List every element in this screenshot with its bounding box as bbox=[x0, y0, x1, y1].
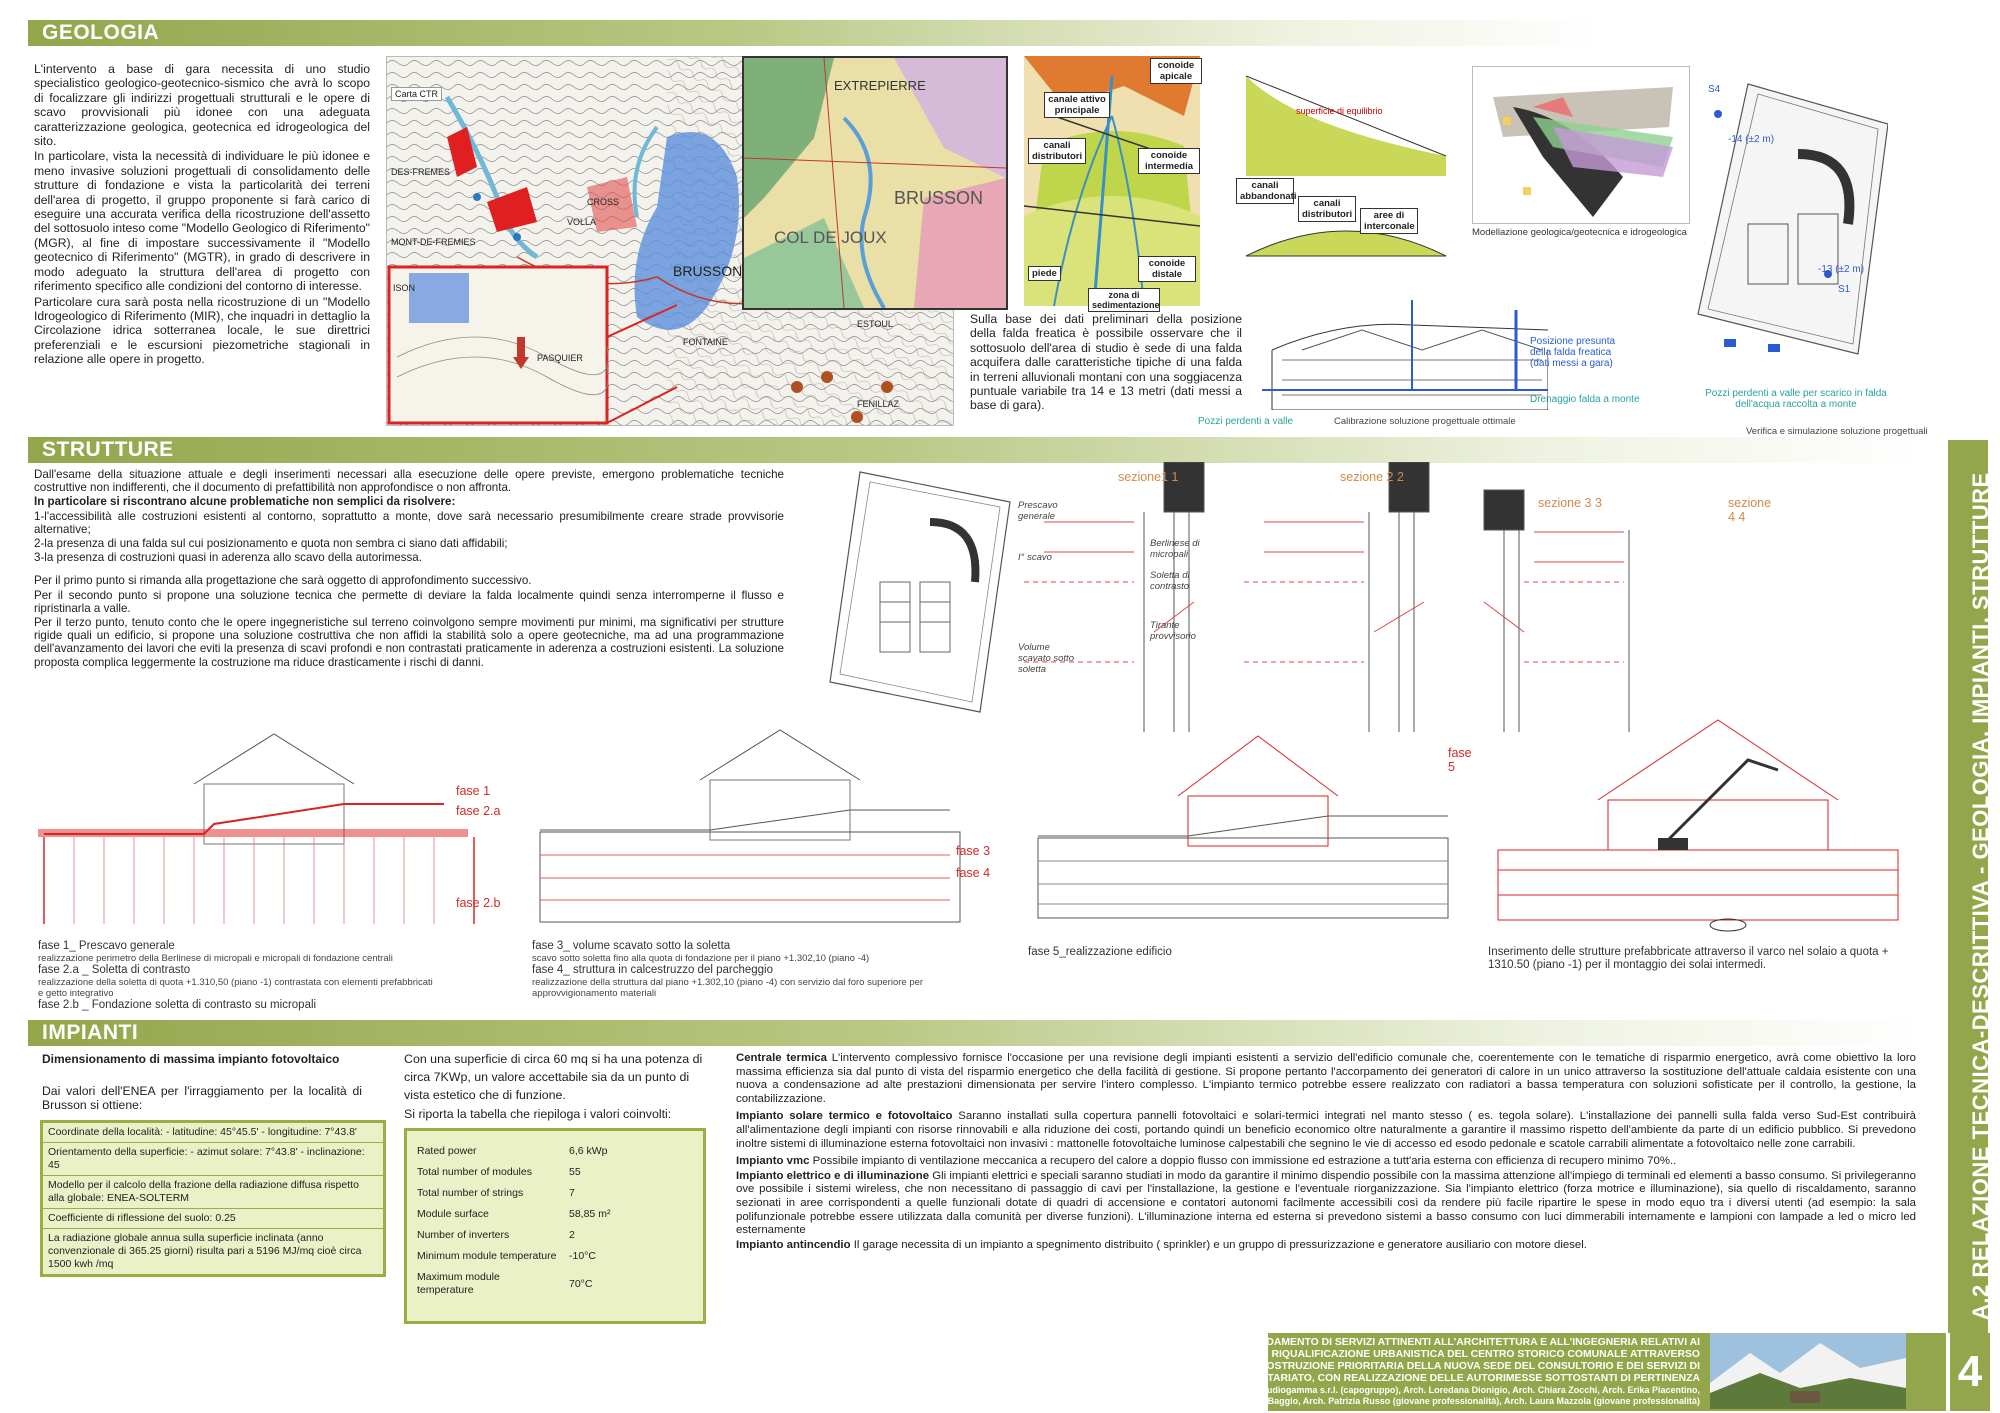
strutture-item-1: 1-l'accessibilità alle costruzioni esistenti al contorno, soprattutto a monte, dove sarà necessario presumibilmente creare strade provvisorie alternative; bbox=[34, 509, 784, 536]
pv-val: 70°C bbox=[569, 1277, 593, 1290]
footer-text bbox=[1100, 1337, 1700, 1407]
pv-key: Total number of modules bbox=[417, 1166, 532, 1178]
phase-tag-2a: fase 2.a bbox=[456, 804, 501, 818]
phase-tag-4: fase 4 bbox=[956, 866, 991, 880]
calibration-section-diagram bbox=[1262, 290, 1548, 410]
solar-paragraph bbox=[736, 1110, 1916, 1151]
caption-model: Modellazione geologica/geotecnica e idrogeologica bbox=[1472, 227, 1687, 238]
map-label-estoul: ESTOUL bbox=[857, 319, 893, 329]
strutture-text bbox=[34, 468, 784, 670]
map-label-cross: CROSS bbox=[587, 197, 620, 207]
geologia-paragraph-3: Particolare cura sarà posta nella ricostruzione di un "Modello Idrogeologico di Riferimento (MIR), che inquadri in dettaglio la Circolazione idrica sotterranea locale, le sue direttrici preferenziali e le escursioni piezometriche stagionali in relazione alle opere in progetto. bbox=[34, 294, 370, 367]
fan-label-piede: piede bbox=[1028, 266, 1061, 281]
alluvial-fan-diagram bbox=[1024, 56, 1200, 310]
footer-line-4: VOLONTARIATO, CON REALIZZAZIONE DELLE AUTORIMESSE SOTTOSTANTI DI PERTINENZA bbox=[1230, 1373, 1700, 1384]
map-label-volla: VOLLA bbox=[567, 217, 597, 227]
pv-key: Total number of strings bbox=[417, 1187, 524, 1199]
caption-drenaggio: Drenaggio falda a monte bbox=[1530, 394, 1640, 405]
section-note-tirante: Tirante provvisorio bbox=[1150, 620, 1196, 642]
map-label-des-fremes: DES-FREMES bbox=[391, 167, 451, 177]
pv-val: 58,85 m² bbox=[569, 1208, 611, 1220]
falda-text: Sulla base dei dati preliminari della posizione della falda freatica è possibile osservare che il sottosuolo dell'area di studio è sede di una falda acquifera dalle caratteristiche tipiche di una falda in terreni alluvionali montani con una soggiacenza puntuale variabile tra 14 e 13 metri (dati messi a base di gara). bbox=[970, 312, 1242, 413]
section-diagrams bbox=[1014, 462, 1772, 732]
geological-model-image bbox=[1472, 66, 1690, 224]
vmc-label: Impianto vmc bbox=[736, 1155, 810, 1168]
pv-table-intro: Si riporta la tabella che riepiloga i valori coinvolti: bbox=[404, 1107, 672, 1121]
well-site-plan bbox=[1688, 74, 1888, 364]
geological-map-image bbox=[742, 56, 1008, 310]
pv-row bbox=[411, 1141, 616, 1162]
footer-line-5: A.T.P.: Studiogamma s.r.l. (capogruppo), Arch. Loredana Dionigio, Arch. Chiara Zocchi, Arch. Erika Piacentino, bbox=[1229, 1385, 1700, 1395]
el-text: Gli impianti elettrici e speciali saranno studiati in modo da garantire il minimo dispendio possibile con la massima attenzione all'impiego di terminali ed elementi a basso consumo. Si privilegeranno ove possibile i sistemi wireless, che non necessitano di passaggio di cavi per l'installazione, la gestione e l'eventuale riorganizzazione. Sia l'impianto elettrico (forza motrice e illuminazione), sia quello di riscaldamento, saranno sezionati in aree corrispondenti a quelle funzionali dotate di quadri di accensione e contatori autonomi facilmente accessibili così da rendere più facile ripartire le spese in modo equo tra i diversi utenti (ad esempio: la sala polifunzionale potrebbe essere utilizzata dalla comunità per diverse funzioni). L'illuminazione interna ed esterna si prevedono sistemi a basso consumo con luci dimmerabili internamente e lampioni con lampade a led o micro led esternamente bbox=[736, 1169, 1916, 1237]
phase-tag-5: fase 5 bbox=[1448, 746, 1472, 774]
section-note-berlinese: Berlinese di micropali bbox=[1150, 538, 1200, 560]
well-label-13: -13 (±2 m) bbox=[1818, 264, 1865, 275]
strutture-intro: Dall'esame della situazione attuale e degli inserimenti necessari alla esecuzione delle opere previste, emergono problematiche tecniche costruttive non indifferenti, che il documento di prefattibilità non approfondisce o non affronta. bbox=[34, 468, 784, 495]
fase4-title: fase 4_ struttura in calcestruzzo del parcheggio bbox=[532, 964, 773, 976]
strutture-p4: Per il primo punto si rimanda alla progettazione che sarà oggetto di approfondimento successivo. bbox=[34, 574, 532, 588]
phase-caption-5: fase 5_realizzazione edificio bbox=[1028, 946, 1172, 958]
phase-diagram-5 bbox=[1028, 716, 1472, 926]
page-number: 4 bbox=[1957, 1347, 1983, 1396]
fan-label-distributori-2: canali distributori bbox=[1298, 196, 1356, 222]
enea-row-5: La radiazione globale annua sulla superficie inclinata (anno convenzionale di 365.25 giorni) risulta pari a 5196 MJ/mq cioè circa 1500 kwh /mq bbox=[48, 1232, 362, 1270]
section-note-soletta: Soletta di contrasto bbox=[1150, 570, 1190, 592]
crane-diagram bbox=[1488, 700, 1908, 940]
pv-val: -10°C bbox=[569, 1250, 596, 1262]
fan-label-equilibrio: superficie di equilibrio bbox=[1296, 106, 1383, 116]
map-label-ison: ISON bbox=[393, 283, 416, 293]
section-label-4: sezione 4 4 bbox=[1728, 496, 1772, 524]
footer-line-2: LAVORI DI RIQUALIFICAZIONE URBANISTICA DEL CENTRO STORICO COMUNALE ATTRAVERSO bbox=[1216, 1349, 1700, 1360]
fase2a-title: fase 2.a _ Soletta di contrasto bbox=[38, 964, 191, 976]
map-label-pasquier: PASQUIER bbox=[537, 353, 583, 363]
ct-label: Centrale termica bbox=[736, 1052, 827, 1064]
insert-caption: Inserimento delle strutture prefabbricate attraverso il varco nel solaio a quota + 1310.50 (piano -1) per il montaggio dei solai intermedi. bbox=[1488, 946, 1889, 971]
fan-label-interconale: aree di interconale bbox=[1360, 208, 1418, 234]
pv-key: Module surface bbox=[417, 1208, 489, 1220]
fire-text: Il garage necessita di un impianto a spegnimento distribuito ( sprinkler) e un gruppo di pressurizzazione e generatore ausiliario con motore diesel. bbox=[853, 1238, 1587, 1251]
impianti-text bbox=[736, 1052, 1916, 1253]
fase1-title: fase 1_ Prescavo generale bbox=[38, 940, 175, 952]
fase2b-title: fase 2.b _ Fondazione soletta di contrasto su micropali bbox=[38, 999, 317, 1011]
pv-row bbox=[411, 1162, 616, 1183]
garage-plan-diagram bbox=[820, 462, 1020, 720]
phase-tag-2b: fase 2.b bbox=[456, 896, 501, 910]
map-label-fenillaz: FENILLAZ bbox=[857, 399, 900, 409]
vmc-paragraph bbox=[736, 1155, 1916, 1169]
fase4-sub: realizzazione della struttura dal piano +1.302,10 (piano -4) con servizio dal foro superiore per approvvigionamento materiali bbox=[532, 977, 924, 999]
geologia-paragraph-1: L'intervento a base di gara necessita di uno studio specialistico geologico-geotecnico-sismico che avrà lo scopo di focalizzare gli indirizzi progettuali strutturali e le opere di scavo provvisionali più idonee con una adeguata caratterizzazione geologica, geotecnica ed idrogeologica del sito. bbox=[34, 62, 370, 149]
page-number-box bbox=[1950, 1333, 1990, 1411]
phase-diagram-3-4 bbox=[530, 720, 1010, 930]
fire-label: Impianto antincendio bbox=[736, 1238, 851, 1251]
well-label-s4: S4 bbox=[1708, 84, 1721, 95]
fan-cross-section-diagram bbox=[1236, 56, 1454, 282]
pv-performance-box bbox=[404, 1128, 706, 1324]
section-label-2: sezione 2 2 bbox=[1340, 470, 1404, 484]
section-note-volume: Volume scavato sotto soletta bbox=[1018, 642, 1074, 675]
fan-label-abbandonati: canali abbandonati bbox=[1236, 178, 1294, 204]
caption-verifica: Verifica e simulazione soluzione progettuali bbox=[1746, 426, 1928, 437]
enea-row-4: Coefficiente di riflessione del suolo: 0.25 bbox=[43, 1209, 383, 1229]
geologia-text bbox=[34, 62, 370, 368]
section-header-impianti: IMPIANTI bbox=[28, 1020, 1922, 1046]
geologia-paragraph-2: In particolare, vista la necessità di individuare le più idonee e meno invasive soluzioni progettuali di consolidamento delle strutture di fondazione e vista la particolarità dei terreni dell'area di progetto, il gruppo proponente si farà carico di eseguire una accurata verifica della ricostruzione dell'assetto del sottosuolo inteso come "Modello Geologico di Riferimento" (MGR), al fine di impostare successivamente il "Modello geotecnico di Riferimento" (MGTR), in grado di descrivere in modo adeguato la struttura dell'area di progetto con riferimento specifico alle condizioni del contorno di interesse. bbox=[34, 149, 370, 294]
footer-line-1: AFFIDAMENTO DI SERVIZI ATTINENTI ALL'ARCHITETTURA E ALL'INGEGNERIA RELATIVI AI bbox=[1243, 1337, 1700, 1348]
fase3-title: fase 3_ volume scavato sotto la soletta bbox=[532, 940, 731, 952]
pv-surface-text bbox=[404, 1050, 704, 1124]
phase-tag-3: fase 3 bbox=[956, 844, 991, 858]
section-label-3: sezione 3 3 bbox=[1538, 496, 1602, 510]
section-note-scavo: I° scavo bbox=[1018, 552, 1052, 563]
phase-caption-3-4 bbox=[532, 940, 932, 999]
fire-paragraph bbox=[736, 1239, 1916, 1253]
ct-paragraph bbox=[736, 1052, 1916, 1106]
fase3-sub: scavo sotto soletta fino alla quota di fondazione per il piano +1.302,10 (piano -4) bbox=[532, 953, 870, 964]
caption-pozzi-valle: Pozzi perdenti a valle bbox=[1198, 416, 1294, 427]
caption-pozzi-scarico: Pozzi perdenti a valle per scarico in falda dell'acqua raccolta a monte bbox=[1705, 388, 1887, 410]
enea-row-1: Coordinate della località: - latitudine: 45°45.5' - longitudine: 7°43.8' bbox=[43, 1123, 383, 1143]
geomap-label-extrepierre: EXTREPIERRE bbox=[834, 78, 926, 93]
geomap-label-col-de-joux: COL DE JOUX bbox=[774, 228, 887, 247]
el-paragraph bbox=[736, 1170, 1916, 1238]
strutture-item-3: 3-la presenza di costruzioni quasi in aderenza allo scavo della autorimessa. bbox=[34, 551, 422, 565]
el-label: Impianto elettrico e di illuminazione bbox=[736, 1169, 930, 1182]
map-label-fontaine: FONTAINE bbox=[683, 337, 728, 347]
pv-val: 7 bbox=[569, 1187, 575, 1199]
section-header-strutture: STRUTTURE bbox=[28, 437, 1922, 463]
fan-label-canale: canale attivo principale bbox=[1044, 92, 1110, 118]
pv-val: 6,6 kWp bbox=[569, 1145, 608, 1157]
phase-caption-1 bbox=[38, 940, 438, 1012]
fan-label-sedimentazione: zona di sedimentazione bbox=[1088, 288, 1160, 312]
pv-row bbox=[411, 1183, 616, 1204]
map-label-brusson: BRUSSON bbox=[673, 263, 743, 279]
vmc-text: Possibile impianto di ventilazione meccanica a recupero del calore a doppio flusso con immissione ed estrazione a tutt'aria esterna con efficienza di recupero minimo 70%.. bbox=[812, 1155, 1677, 1168]
enea-values-box bbox=[40, 1120, 386, 1277]
pv-intro: Dai valori dell'ENEA per l'irraggiamento per la località di Brusson si ottiene: bbox=[42, 1084, 362, 1113]
well-label-14: -14 (±2 m) bbox=[1728, 134, 1775, 145]
sidebar-title: A.2 RELAZIONE TECNICA-DESCRITTIVA - GEOLOGIA, IMPIANTI, STRUTTURE bbox=[1968, 472, 1993, 1320]
pv-val: 2 bbox=[569, 1229, 575, 1241]
section-label-1: sezione1 1 bbox=[1118, 470, 1179, 484]
caption-calibrazione: Calibrazione soluzione progettuale ottimale bbox=[1334, 416, 1516, 427]
well-label-s1: S1 bbox=[1838, 284, 1851, 295]
footer-line-6: Geol. Paolo Baggio, Arch. Patrizia Russo (giovane professionalità), Arch. Laura Mazzola (giovane professionalità) bbox=[1215, 1396, 1700, 1406]
footer-band bbox=[1215, 1333, 1946, 1411]
pv-row bbox=[411, 1204, 616, 1225]
pv-key: Number of inverters bbox=[417, 1229, 510, 1241]
fan-label-distributori: canali distributori bbox=[1028, 138, 1086, 164]
pv-row bbox=[411, 1225, 616, 1246]
strutture-p5: Per il secondo punto si propone una soluzione tecnica che permette di deviare la falda localmente quindi senza interromperne il flusso e ripristinarla a valle. bbox=[34, 588, 784, 615]
caption-posizione-falda: Posizione presunta della falda freatica (dati messi a gara) bbox=[1530, 336, 1616, 369]
phase-diagram-1-2 bbox=[34, 724, 514, 934]
pv-row bbox=[411, 1246, 616, 1267]
solar-label: Impianto solare termico e fotovoltaico bbox=[736, 1110, 953, 1123]
pv-val: 55 bbox=[569, 1166, 581, 1178]
pv-key: Rated power bbox=[417, 1145, 477, 1157]
fase1-sub: realizzazione perimetro della Berlinese di micropali e micropali di fondazione centrali bbox=[38, 953, 393, 964]
geomap-label-brusson: BRUSSON bbox=[894, 188, 984, 208]
solar-text: Saranno installati sulla copertura pannelli fotovoltaici e solari-termici integrati nel manto stesso ( es. tegola solare). L'installazione dei pannelli sulla falda verso Sud-Est contribuirà all'alimentazione degli impianti con risorse rinnovabili e alla riduzione dei costi, portando quindi un beneficio economico oltre naturalmente a garantire il massimo rispetto dell'ambiente da parte di un edificio pubblico. Si prevedono inoltre sistemi di illuminazione esterna fotovoltaici non invasivi : mattonelle fotovoltaiche luminose calpestabili che segnino le vie di accesso ed esodo pedonale e scatole carrabili alimentate a fotovoltaico nelle zone carrabili. bbox=[736, 1110, 1916, 1150]
footer-line-3: LA COSTRUZIONE PRIORITARIA DELLA NUOVA SEDE DEL CONSULTORIO E DEI SERVIZI DI bbox=[1242, 1361, 1700, 1372]
strutture-p6: Per il terzo punto, tenuto conto che le opere ingegneristiche sul terreno coinvolgono sempre movimenti pur minimi, ma significativi per strutture rigide quali un edificio, si propone una soluzione costruttiva che non affidi la stabilità solo a opere geotecniche, ma ad una programmazione dell'avanzamento dei lavori che eviti la presenza di scavi profondi e non contrastati praticamente in aderenza a costruzioni esistenti. La soluzione proposta complica leggermente la costruzione ma riduce drasticamente i rischi di danni. bbox=[34, 616, 784, 669]
enea-row-2: Orientamento della superficie: - azimut solare: 7°43.8' - inclinazione: 45 bbox=[43, 1143, 383, 1176]
pv-key: Maximum module temperature bbox=[417, 1271, 500, 1296]
strutture-lead: In particolare si riscontrano alcune problematiche non semplici da risolvere: bbox=[34, 495, 456, 509]
pv-title: Dimensionamento di massima impianto fotovoltaico bbox=[42, 1052, 340, 1066]
pv-surface: Con una superficie di circa 60 mq si ha una potenza di circa 7KWp, un valore accettabile sia da un punto di vista estetico che di funzione. bbox=[404, 1052, 703, 1102]
fase2a-sub: realizzazione della soletta di quota +1.310,50 (piano -1) contrastata con elementi prefabbricati e getto integrativo bbox=[38, 977, 433, 999]
map-label-mont: MONT-DE-FREMIES bbox=[391, 237, 476, 247]
ct-text: L'intervento complessivo fornisce l'occasione per una revisione degli impianti esistenti a servizio dell'edificio comunale che, coerentemente con le tematiche di risparmio energetico, avrà come obiettivo la loro massima efficienza sia dal punto di vista del risparmio energetico che della facilità di gestione. Si propone pertanto l'accorpamento dei generatori di calore in un unico attraverso la sostituzione dell'attuale caldaia esistente con una nuova a condensazione ad alte prestazioni dimensionata per servire l'intero complesso. L'impianto termico potrebbe essere realizzato con radiatori a bassa temperatura con soluzioni sofisticate per il controllo, la gestione, la contabilizzazione. bbox=[736, 1052, 1916, 1105]
phase-tag-1: fase 1 bbox=[456, 784, 491, 798]
enea-row-3: Modello per il calcolo della frazione della radiazione diffusa rispetto alla globale: ENEA-SOLTERM bbox=[43, 1176, 383, 1209]
pv-performance-table bbox=[411, 1141, 616, 1301]
footer-landscape-photo bbox=[1710, 1333, 1906, 1409]
section-header-geologia: GEOLOGIA bbox=[28, 20, 1602, 46]
pv-key: Minimum module temperature bbox=[417, 1250, 557, 1262]
strutture-item-2: 2-la presenza di una falda sul cui posizionamento e quota non sembra ci siano dati affidabili; bbox=[34, 537, 508, 551]
fan-label-apicale: conoide apicale bbox=[1150, 58, 1202, 84]
fan-label-distale: conoide distale bbox=[1138, 256, 1196, 282]
map-label-carta: Carta CTR bbox=[391, 87, 442, 101]
fan-label-intermedia: conoide intermedia bbox=[1138, 148, 1200, 174]
section-note-prescavo: Prescavo generale bbox=[1018, 500, 1058, 522]
pv-row bbox=[411, 1267, 616, 1301]
